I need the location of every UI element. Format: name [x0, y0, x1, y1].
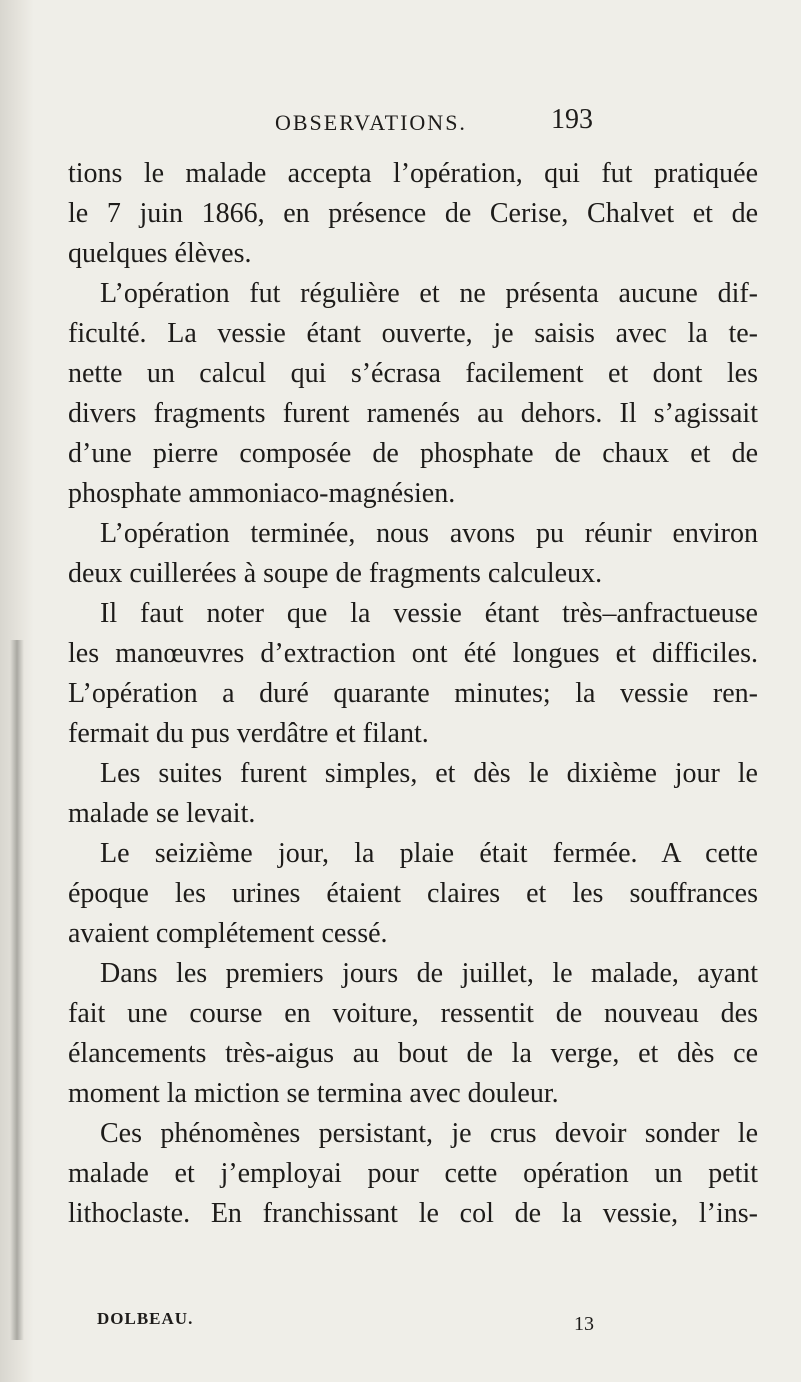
running-head: [0, 104, 801, 144]
text-line: Les suites furent simples, et dès le dixième jour le: [100, 758, 758, 789]
text-line: fait une course en voiture, ressentit de nouveau des: [68, 998, 758, 1029]
text-line: Ces phénomènes persistant, je crus devoir sonder le: [100, 1118, 758, 1149]
text-line: L’opération fut régulière et ne présenta aucune dif-: [100, 278, 758, 309]
page-number: 193: [551, 104, 593, 135]
text-line: les manœuvres d’extraction ont été longues et difficiles.: [68, 638, 758, 669]
text-line: avaient complétement cessé.: [68, 918, 388, 949]
text-line: fermait du pus verdâtre et filant.: [68, 718, 429, 749]
text-line: lithoclaste. En franchissant le col de la vessie, l’ins-: [68, 1198, 758, 1229]
text-line: L’opération terminée, nous avons pu réunir environ: [100, 518, 758, 549]
text-line: Il faut noter que la vessie étant très–anfractueuse: [100, 598, 758, 629]
text-line: nette un calcul qui s’écrasa facilement et dont les: [68, 358, 758, 389]
text-line: L’opération a duré quarante minutes; la vessie ren-: [68, 678, 758, 709]
text-line: malade se levait.: [68, 798, 256, 829]
signature-mark: DOLBEAU.: [97, 1309, 194, 1328]
text-line: phosphate ammoniaco-magnésien.: [68, 478, 456, 509]
text-line: quelques élèves.: [68, 238, 252, 269]
text-line: malade et j’employai pour cette opération un petit: [68, 1158, 758, 1189]
text-line: deux cuillerées à soupe de fragments calculeux.: [68, 558, 603, 589]
text-line: tions le malade accepta l’opération, qui fut pratiquée: [68, 158, 758, 189]
text-line: Dans les premiers jours de juillet, le malade, ayant: [100, 958, 758, 989]
text-line: le 7 juin 1866, en présence de Cerise, Chalvet et de: [68, 198, 758, 229]
running-head-title: OBSERVATIONS.: [275, 110, 467, 135]
text-line: d’une pierre composée de phosphate de chaux et de: [68, 438, 758, 469]
sheet-number: 13: [574, 1313, 594, 1335]
text-line: divers fragments furent ramenés au dehors. Il s’agissait: [68, 398, 758, 429]
text-line: époque les urines étaient claires et les souffrances: [68, 878, 758, 909]
text-line: Le seizième jour, la plaie était fermée. A cette: [100, 838, 758, 869]
text-line: ficulté. La vessie étant ouverte, je saisis avec la te-: [68, 318, 758, 349]
text-line: moment la miction se termina avec douleur.: [68, 1078, 559, 1109]
text-line: élancements très-aigus au bout de la verge, et dès ce: [68, 1038, 758, 1069]
